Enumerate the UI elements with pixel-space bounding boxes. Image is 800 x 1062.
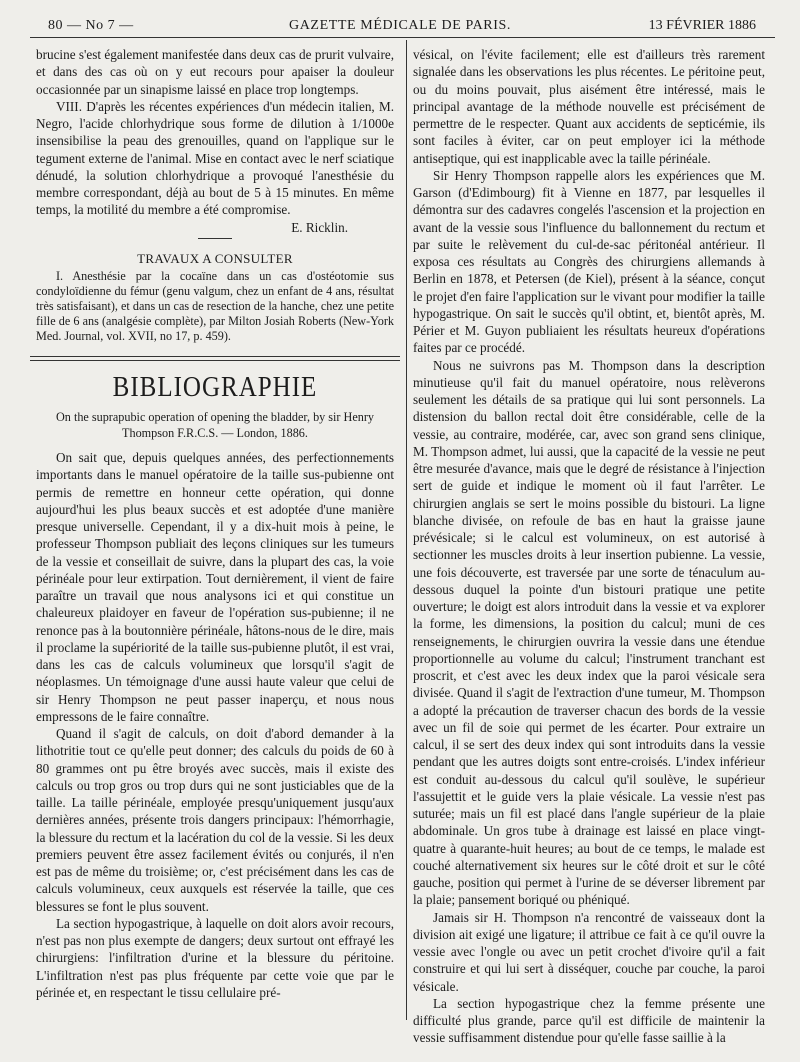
paragraph: VIII. D'après les récentes expériences d'un médecin italien, M. Negro, l'acide chlorhydrique sous forme de dilution à 1/1000e insensibilise la peau des grenouilles, quand on l'applique sur le tegument externe de l'animal. Mise en contact avec le nerf sciatique dénudé, la solution chlorhydrique a provoqué l'anesthésie du membre correspondant, déjà au bout de 5 à 15 minutes. En même temps, la motilité du membre a été compromise. [36, 98, 394, 218]
paragraph: brucine s'est également manifestée dans deux cas de prurit vulvaire, et dans des cas où on y eut recours pour apaiser la douleur occasionnée par un sinapisme laissé en place trop longtemps. [36, 47, 394, 97]
paragraph: La section hypogastrique chez la femme présente une difficulté plus grande, parce qu'il est difficile de maintenir la vessie suffisamment distendue pour qu'elle fasse saillie à la [413, 995, 765, 1046]
right-column [413, 46, 765, 1047]
paragraph: Sir Henry Thompson rappelle alors les expériences que M. Garson (d'Edimbourg) fit à Vienne en 1877, par lesquelles il démontra sur des cadavres congelés l'ascension et la projection en avant de la vessie sous l'influence du ballonnement du rectum et par suite le relèvement du cul-de-sac péritonéal antérieur. Il exposa ces résultats au Congrès des chirurgiens allemands à Berlin en 1878, et Petersen (de Kiel), présent à la séance, conçut le projet d'en faire l'application sur le vivant pour modifier la taille hypogastrique. On sait le succès qu'il obtint, et, bientôt après, M. Périer et M. Guyon publiaient les résultats heureux d'opérations faites par ce procédé. [413, 167, 765, 356]
header-rule [30, 37, 775, 38]
section-rule [198, 238, 232, 239]
paragraph: Jamais sir H. Thompson n'a rencontré de vaisseaux dont la division ait exigé une ligature; il attribue ce fait à ce qu'il ouvre la vessie avec l'ongle ou avec un petit crochet d'ivoire qu'il a fait construire et qui lui sert à disséquer, couche par couche, la paroi vésicale. [413, 909, 765, 994]
reference-entry: I. Anesthésie par la cocaïne dans un cas d'ostéotomie sus condyloïdienne du fémur (genu valgum, chez un enfant de 4 ans, résultat très satisfaisant), et dans un cas de resection de la hanche, chez une petite fille de 6 ans (analgésie complète), par Milton Josiah Roberts (New-York Med. Journal, vol. XVII, no 17, p. 459). [36, 269, 394, 343]
section-title: TRAVAUX A CONSULTER [137, 250, 293, 266]
book-reference: On the suprapubic operation of opening the bladder, by sir Henry Thompson F.R.C.S. — London, 1886. [56, 410, 374, 440]
paragraph: Quand il s'agit de calculs, on doit d'abord demander à la lithotritie tout ce qu'elle peut donner; des calculs du poids de 60 à 80 grammes ont pu être broyés avec succès, mais il existe des calculs ou trop gros ou trop durs qui ne sont justiciables que de la taille. La taille périnéale, employée presqu'uniquement jusqu'aux dernières années, présente trois dangers principaux: l'hémorrhagie, la blessure du rectum et la lacération du col de la vessie. Si les deux premiers peuvent être assez facilement évités ou conjurés, il n'en est pas de même du troisième; or, c'est précisément dans les cas de calculs volumineux, ceux auxquels est réservée la taille, que ces blessures se font le plus souvent. [36, 726, 394, 914]
double-rule [30, 356, 400, 361]
journal-title: GAZETTE MÉDICALE DE PARIS. [289, 18, 511, 33]
paragraph: La section hypogastrique, à laquelle on doit alors avoir recours, n'est pas non plus exempte de dangers; deux surtout ont effrayé les chirurgiens: l'infiltration d'urine et la blessure du péritoine. L'infiltration n'est pas plus fréquente par cette voie que par le périnée et, en respectant le tissu cellulaire pré- [36, 915, 394, 1000]
bibliography-heading: BIBLIOGRAPHIE [112, 371, 318, 403]
author-signature: E. Ricklin. [291, 219, 348, 235]
left-column [36, 46, 394, 1001]
column-divider [406, 40, 407, 1020]
page-number: 80 — No 7 — [48, 18, 134, 33]
paragraph: vésical, on l'évite facilement; elle est d'ailleurs très rarement signalée dans les observations les plus récentes. Le péritoine peut, ou du moins pouvait, plus aisément être intéressé, mais le principal avantage de la méthode nouvelle est précisément de permettre de le respecter. Quant aux accidents de septicémie, ils sont faciles à éviter, car on peut employer ici la méthode antiseptique, qui est inapplicable avec la taille périnéale. [413, 47, 765, 166]
paragraph: On sait que, depuis quelques années, des perfectionnements importants dans le manuel opératoire de la taille sus-pubienne ont permis de remettre en honneur cette opération, qui donne aujourd'hui les plus beaux succès et est adoptée d'une manière presque universelle. Cependant, il y a dix-huit mois à peine, le professeur Thompson publiait des leçons cliniques sur les tumeurs de la vessie et conseillait de suivre, dans la plupart des cas, la voie périnéale pour leur extirpation. Tout dernièrement, il vient de faire paraître un travail que nous analysons ici et qui constitue un chaleureux plaidoyer en faveur de l'opération sus-pubienne; il ne renonce pas à la boutonnière périnéale, hâtons-nous de le dire, mais il proclame la supériorité de la taille sus-pubienne plutôt, il est vrai, dans les cas de calculs volumineux que lorsqu'il s'agit de néoplasmes. Un témoignage d'une aussi haute valeur que celui de sir Henry Thompson ne peut passer inaperçu, et nous nous empressons de le faire connaître. [36, 450, 394, 724]
paragraph: Nous ne suivrons pas M. Thompson dans la description minutieuse qu'il fait du manuel opératoire, nous relèverons seulement les détails de sa pratique qui lui sont personnels. La distension du ballon rectal doit être considérable, celle de la vessie, au contraire, modérée, car, avec son grand sens clinique, M. Thompson admet, lui aussi, que la capacité de la vessie ne peut être mesurée d'avance, mais que le degré de résistance à l'injection sert de guide et indique le moment où il faut l'arrêter. Le chirurgien anglais se sert le moins possible du bistouri. La ligne blanche divisée, on refoule de bas en haut la graisse jaune prévésicale; si le calcul est volumineux, on est autorisé à sectionner les muscles droits à leur insertion pubienne. La vessie, une fois découverte, est traversée par une sorte de ténaculum au-dessous duquel la pointe d'un bistouri pratique une petite ouverture; le doigt est alors introduit dans la vessie et va explorer la forme, les dimensions, la position du calcul; muni de ces renseignements, le chirurgien ouvrira la vessie dans une étendue proportionnelle au volume du calcul; l'instrument tranchant est proscrit, et c'est avec les deux index que la paroi vésicale sera divisée. Quand il s'agit de l'extraction d'une tumeur, M. Thompson a adopté la précaution de traverser chacun des bords de la vessie avec un fil de soie qui permet de les écarter. Pour extraire un calcul, il se sert des deux index qui sont introduits dans la vessie pendant que les autres doigts sont entre-croisés. L'index inférieur est conduit au-dessous du calcul qu'il soulève, le supérieur l'assujettit et le guide vers la plaie vésicale. La vessie n'est pas suturée; mais un fil est placé dans l'angle supérieur de la plaie abdominale. Un gros tube à drainage est laissé en place vingt-quatre à quarante-huit heures; au bout de ce temps, le malade est couché alternativement six heures sur le côté droit et sur le côté gauche, position qui permet à l'urine de se déverser librement par la plaie; pansement boriqué ou phéniqué. [413, 357, 765, 908]
page-header [40, 14, 760, 36]
issue-date: 13 FÉVRIER 1886 [648, 18, 756, 33]
